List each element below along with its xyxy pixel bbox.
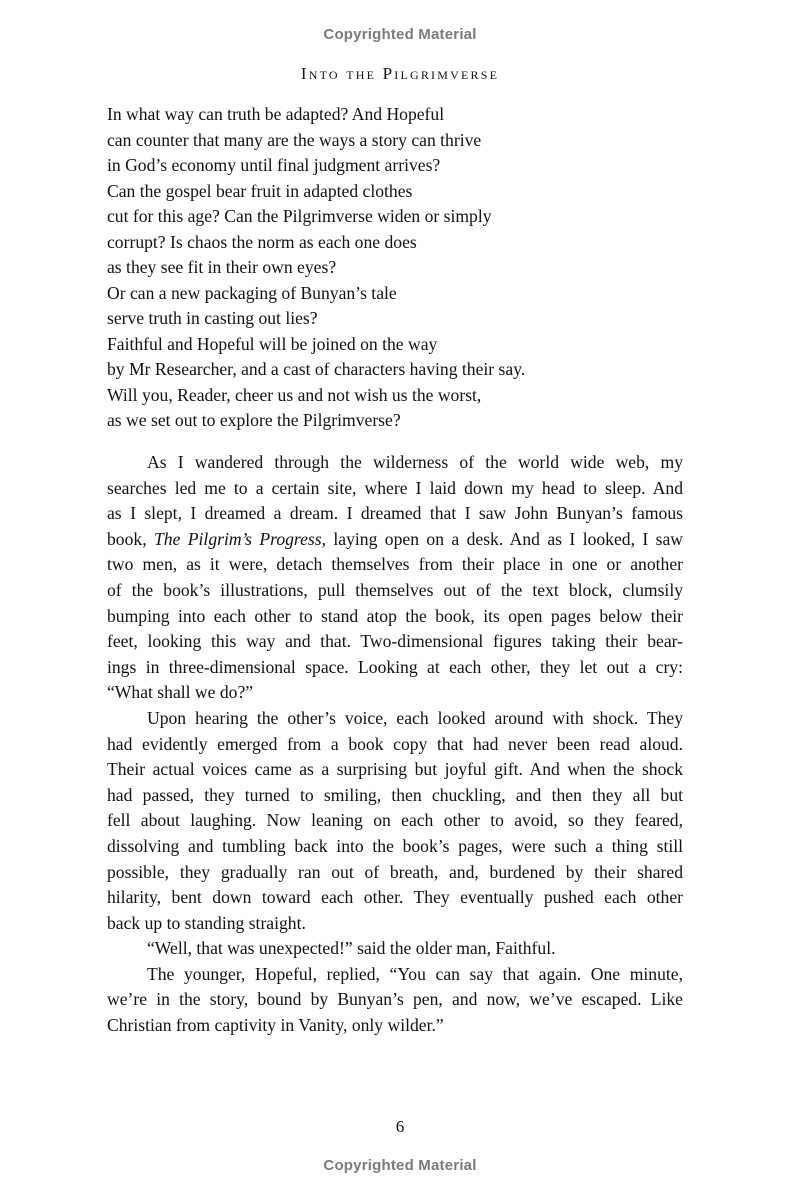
text-line: searches led me to a certain site, where I laid down my head to sleep. And [107, 477, 683, 498]
text-line: possible, they gradually ran out of breath, and, burdened by their shared [107, 861, 683, 882]
verse-line: In what way can truth be adapted? And Hopeful [107, 104, 445, 124]
text-line: Christian from captivity in Vanity, only wilder.” [107, 1015, 444, 1036]
text-line: The younger, Hopeful, replied, “You can say that again. One minute, [147, 963, 683, 984]
verse-line: corrupt? Is chaos the norm as each one does [107, 231, 417, 252]
text-line: had passed, they turned to smiling, then chuckling, and then they all but [107, 784, 683, 805]
running-head: Into the Pilgrimverse [300, 64, 500, 83]
verse-line: as they see fit in their own eyes? [107, 257, 337, 277]
verse-line: by Mr Researcher, and a cast of characters having their say. [107, 359, 526, 379]
text-line: back up to standing straight. [107, 912, 306, 933]
text-line [107, 527, 683, 553]
copyright-watermark-bottom: Copyrighted Material [323, 1157, 477, 1174]
text-line: As I wandered through the wilderness of the world wide web, my [147, 452, 683, 472]
text-line: dissolving and tumbling back into the book’s pages, were such a thing still [107, 835, 683, 856]
verse-line: Will you, Reader, cheer us and not wish us the worst, [107, 384, 482, 405]
text-line: hilarity, bent down toward each other. They eventually pushed each other [107, 887, 683, 908]
verse-line: cut for this age? Can the Pilgrimverse widen or simply [107, 206, 492, 226]
text-line: ings in three-dimensional space. Looking at each other, they let out a cry: [107, 656, 683, 677]
paragraph-4 [107, 962, 683, 1039]
text-line: “Well, that was unexpected!” said the older man, Faithful. [147, 938, 556, 959]
verse-line: Or can a new packaging of Bunyan’s tale [107, 282, 397, 303]
text-line: feet, looking this way and that. Two-dimensional figures taking their bear- [107, 631, 683, 652]
paragraph-2 [107, 706, 683, 936]
text-line: fell about laughing. Now leaning on each other to avoid, so they feared, [107, 810, 683, 831]
page-number: 6 [395, 1117, 405, 1136]
text-line: two men, as it were, detach themselves from their place in one or another [107, 554, 683, 575]
paragraph-1 [107, 450, 683, 706]
verse-line: can counter that many are the ways a story can thrive [107, 129, 482, 150]
text-line: Their actual voices came as a surprising but joyful gift. And when the shock [107, 759, 683, 780]
body-text [107, 450, 683, 1039]
text-line: as I slept, I dreamed a dream. I dreamed that I saw John Bunyan’s famous [107, 503, 683, 524]
verse-line: in God’s economy until final judgment arrives? [107, 155, 441, 175]
text-line: had evidently emerged from a book copy that had never been read aloud. [107, 733, 683, 754]
text-line: Upon hearing the other’s voice, each looked around with shock. They [147, 707, 683, 728]
text-line: bumping into each other to stand atop the book, its open pages below their [107, 605, 683, 626]
verse-line: serve truth in casting out lies? [107, 308, 318, 328]
paragraph-3 [107, 936, 683, 962]
text-line: we’re in the story, bound by Bunyan’s pen, and now, we’ve escaped. Like [107, 989, 683, 1010]
text-line: of the book’s illustrations, pull themselves out of the text block, clumsily [107, 579, 683, 600]
text-fragment: book, [107, 528, 147, 549]
text-line: “What shall we do?” [107, 682, 254, 703]
text-fragment: , laying open on a desk. And as I looked, I saw [321, 528, 683, 549]
verse-line: Faithful and Hopeful will be joined on the way [107, 333, 438, 354]
verse-line: as we set out to explore the Pilgrimverse? [107, 410, 401, 430]
verse-line: Can the gospel bear fruit in adapted clothes [107, 180, 413, 201]
copyright-watermark-top: Copyrighted Material [323, 26, 477, 43]
verse-stanza [107, 102, 707, 434]
book-title: The Pilgrim’s Progress [154, 528, 322, 549]
